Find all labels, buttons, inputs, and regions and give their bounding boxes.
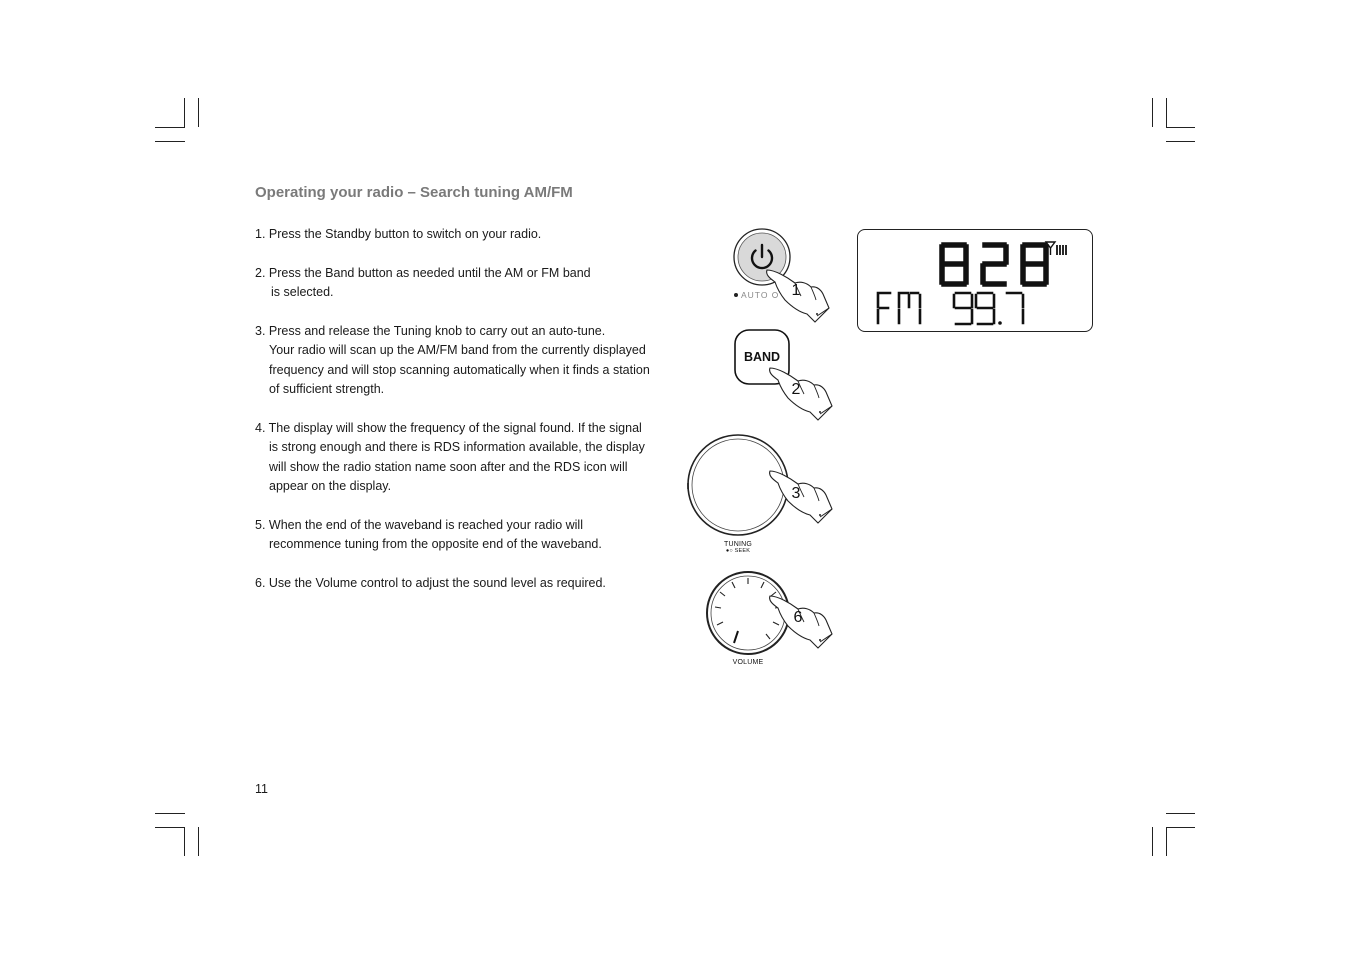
crop-mark xyxy=(198,827,199,856)
crop-mark xyxy=(155,127,185,128)
instruction-step-6 xyxy=(255,574,685,594)
decimal-point-icon xyxy=(998,321,1002,325)
instruction-list xyxy=(255,225,685,612)
crop-mark xyxy=(1166,827,1195,828)
step-line: 6. Use the Volume control to adjust the sound level as required. xyxy=(255,575,606,590)
step-line: is strong enough and there is RDS information available, the display xyxy=(269,440,645,454)
standby-auto-label: AUTO xyxy=(741,290,769,300)
crop-mark xyxy=(155,813,185,814)
display-clock-digits xyxy=(942,245,1046,284)
crop-mark xyxy=(1152,827,1153,856)
crop-mark xyxy=(1166,141,1195,142)
step-line: 2. Press the Band button as needed until the AM or FM band xyxy=(255,265,591,280)
step-line: appear on the display. xyxy=(269,479,392,493)
crop-mark xyxy=(1166,813,1195,814)
step-line: 3. Press and release the Tuning knob to carry out an auto-tune. xyxy=(255,323,606,338)
page-number: 11 xyxy=(255,782,268,796)
step-line: of sufficient strength. xyxy=(269,382,385,396)
step-line: recommence tuning from the opposite end of the waveband. xyxy=(269,537,602,551)
page-title: Operating your radio – Search tuning AM/FM xyxy=(255,184,573,201)
instruction-step-5 xyxy=(255,516,685,555)
instruction-step-4 xyxy=(255,419,685,497)
instruction-step-1 xyxy=(255,225,685,245)
radio-display xyxy=(857,229,1093,332)
step-line: Your radio will scan up the AM/FM band from the currently displayed xyxy=(269,343,646,357)
crop-mark xyxy=(1152,98,1153,127)
step-line: is selected. xyxy=(271,285,334,299)
instruction-step-3 xyxy=(255,322,685,400)
step-line: 5. When the end of the waveband is reached your radio will xyxy=(255,517,583,532)
crop-mark xyxy=(1166,127,1195,128)
display-frequency-segments xyxy=(878,293,1023,324)
seek-label-text: SEEK xyxy=(734,548,751,554)
crop-mark xyxy=(1166,98,1167,127)
step-line: frequency and will stop scanning automatically when it finds a station xyxy=(269,362,650,377)
tuning-label: TUNING xyxy=(723,541,753,548)
crop-mark xyxy=(184,827,185,856)
seek-icon: ●○ xyxy=(725,548,733,554)
crop-mark xyxy=(155,827,185,828)
step-callout-2: 2 xyxy=(791,381,801,398)
step-line: 1. Press the Standby button to switch on your radio. xyxy=(255,227,542,241)
step-line: will show the radio station name soon after and the RDS icon will xyxy=(269,459,628,474)
step-callout-1: 1 xyxy=(791,282,801,299)
seek-label xyxy=(718,548,758,554)
instruction-step-2 xyxy=(255,264,685,303)
volume-label: VOLUME xyxy=(732,659,764,666)
display-segments xyxy=(858,230,1092,331)
crop-mark xyxy=(198,98,199,127)
step-callout-6: 6 xyxy=(793,609,803,626)
crop-mark xyxy=(184,98,185,127)
step-callout-3: 3 xyxy=(791,485,801,502)
band-button-label: BAND xyxy=(743,350,781,364)
crop-mark xyxy=(155,141,185,142)
signal-strength-icon xyxy=(1046,242,1066,255)
crop-mark xyxy=(1166,827,1167,856)
step-line: 4. The display will show the frequency of the signal found. If the signal xyxy=(255,420,642,435)
led-indicator-icon xyxy=(734,293,738,297)
